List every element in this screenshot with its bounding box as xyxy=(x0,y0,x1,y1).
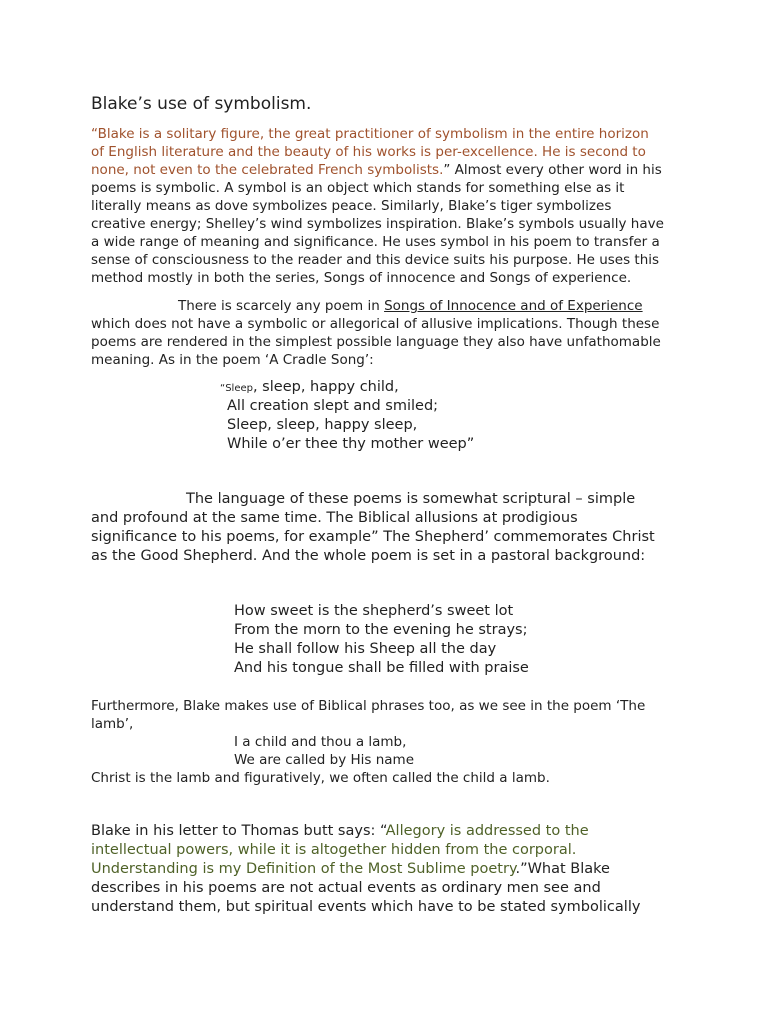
body-text: There is scarcely any poem in xyxy=(178,298,385,314)
paragraph-5-line-1 xyxy=(91,822,589,841)
paragraph-5-line-4: describes in his poems are not actual events as ordinary men see and xyxy=(91,880,601,896)
paragraph-1-line-6: creative energy; Shelley’s wind symbolizes inspiration. Blake’s symbols usually have xyxy=(91,216,664,232)
paragraph-2-line-4: meaning. As in the poem ‘A Cradle Song’: xyxy=(91,352,374,368)
paragraph-1-line-7: a wide range of meaning and significance. He uses symbol in his poem to transfer a xyxy=(91,234,660,250)
poem-2-line-1: How sweet is the shepherd’s sweet lot xyxy=(234,603,514,619)
quote-text: Understanding is my Definition of the Most Sublime poetry xyxy=(91,861,516,877)
paragraph-4-line-3: Christ is the lamb and figuratively, we often called the child a lamb. xyxy=(91,770,550,786)
paragraph-1-line-2: of English literature and the beauty of his works is per-excellence. He is second to xyxy=(91,144,646,160)
paragraph-1-line-1: “Blake is a solitary figure, the great practitioner of symbolism in the entire horizon xyxy=(91,126,649,142)
paragraph-2-line-1 xyxy=(178,297,643,315)
paragraph-2-line-3: poems are rendered in the simplest possible language they also have unfathomable xyxy=(91,334,661,350)
paragraph-5-line-5: understand them, but spiritual events which have to be stated symbolically xyxy=(91,899,641,915)
poem-1-line-2: All creation slept and smiled; xyxy=(227,398,439,414)
poem-2-line-4: And his tongue shall be filled with praise xyxy=(234,660,529,676)
body-text: .”What Blake xyxy=(515,861,610,877)
paragraph-4-line-1: Furthermore, Blake makes use of Biblical phrases too, as we see in the poem ‘The xyxy=(91,698,646,714)
paragraph-5-line-3 xyxy=(91,860,610,879)
body-text: ” Almost every other word in his xyxy=(443,162,662,178)
paragraph-5-line-2: intellectual powers, while it is altogether hidden from the corporal. xyxy=(91,842,577,858)
paragraph-1-line-9: method mostly in both the series, Songs of innocence and Songs of experience. xyxy=(91,270,632,286)
paragraph-1-line-8: sense of consciousness to the reader and this device suits his purpose. He uses this xyxy=(91,252,660,268)
poem-2-line-3: He shall follow his Sheep all the day xyxy=(234,641,497,657)
verse-text: , sleep, happy child, xyxy=(252,379,399,395)
open-quote: “ xyxy=(220,383,226,394)
paragraph-3-line-2: and profound at the same time. The Biblical allusions at prodigious xyxy=(91,510,578,526)
poem-1-line-3: Sleep, sleep, happy sleep, xyxy=(227,417,418,433)
paragraph-3-line-4: as the Good Shepherd. And the whole poem is set in a pastoral background: xyxy=(91,548,646,564)
paragraph-3-line-1: The language of these poems is somewhat scriptural – simple xyxy=(186,491,636,507)
poem-1-line-4: While o’er thee thy mother weep” xyxy=(227,436,475,452)
paragraph-3-line-3: significance to his poems, for example” The Shepherd’ commemorates Christ xyxy=(91,529,655,545)
poem-1-line-1 xyxy=(220,378,399,398)
quote-text: Allegory is addressed to the xyxy=(385,823,589,839)
paragraph-1-line-3 xyxy=(91,161,662,179)
paragraph-2-line-2: which does not have a symbolic or allegorical of allusive implications. Though these xyxy=(91,316,660,332)
quote-text: none, not even to the celebrated French symbolists. xyxy=(91,162,444,178)
body-text: Blake in his letter to Thomas butt says: “ xyxy=(91,823,386,839)
paragraph-4-line-2: lamb’, xyxy=(91,716,134,732)
paragraph-1-line-5: literally means as dove symbolizes peace. Similarly, Blake’s tiger symbolizes xyxy=(91,198,612,214)
small-word: Sleep xyxy=(225,383,253,394)
page-title: Blake’s use of symbolism. xyxy=(91,94,312,114)
verse-line-2: We are called by His name xyxy=(234,752,415,768)
book-title: Songs of Innocence and of Experience xyxy=(384,298,643,314)
paragraph-1-line-4: poems is symbolic. A symbol is an object which stands for something else as it xyxy=(91,180,625,196)
verse-line-1: I a child and thou a lamb, xyxy=(234,734,407,750)
poem-2-line-2: From the morn to the evening he strays; xyxy=(234,622,528,638)
